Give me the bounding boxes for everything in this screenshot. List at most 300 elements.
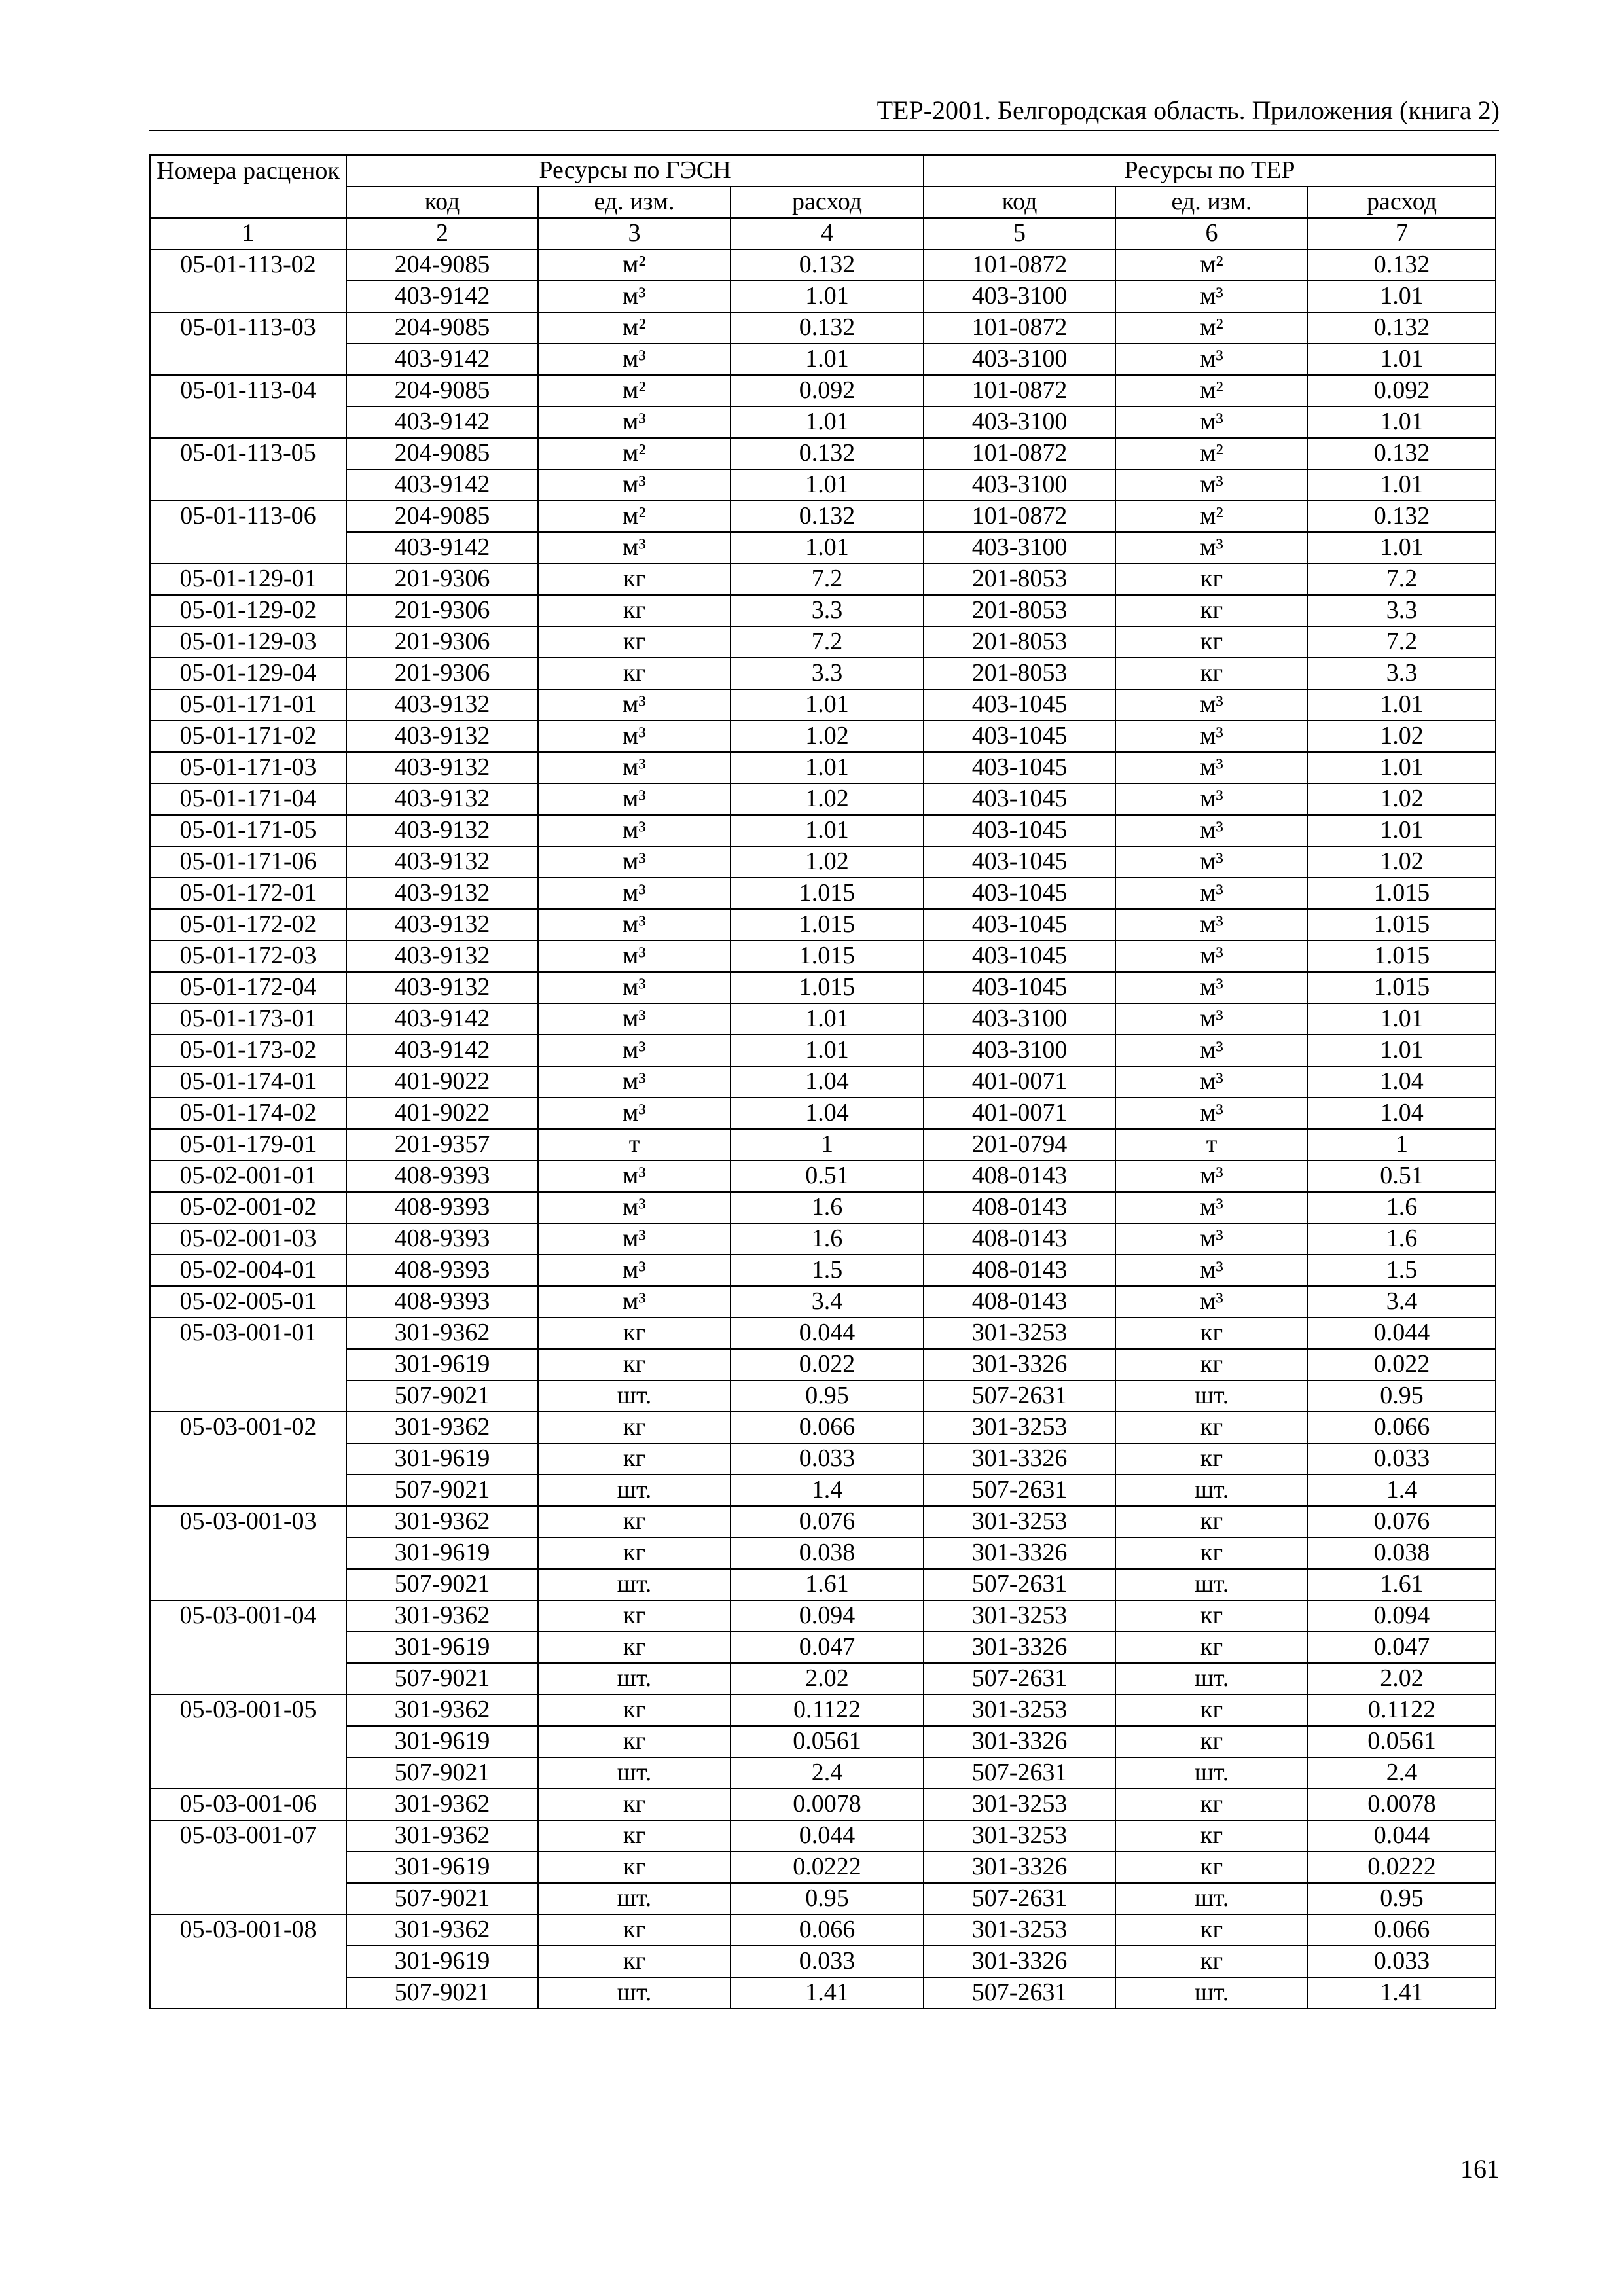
ter-code-cell: 301-3253: [924, 1789, 1115, 1820]
table-row: [150, 1695, 1496, 1726]
ter-consumption-cell: 7.2: [1308, 626, 1496, 658]
ter-unit-cell: м³: [1115, 941, 1308, 972]
gesn-consumption-cell: 0.033: [731, 1443, 924, 1475]
gesn-consumption-cell: 0.066: [731, 1914, 924, 1946]
ter-unit-cell: кг: [1115, 1695, 1308, 1726]
gesn-unit-cell: шт.: [538, 1757, 731, 1789]
gesn-consumption-cell: 1.61: [731, 1569, 924, 1600]
rate-number-cell: 05-01-172-01: [150, 878, 346, 909]
rate-number-cell: 05-01-113-03: [150, 312, 346, 375]
rate-number-cell: 05-01-113-04: [150, 375, 346, 438]
ter-unit-cell: кг: [1115, 564, 1308, 595]
ter-unit-cell: м²: [1115, 312, 1308, 344]
gesn-unit-cell: кг: [538, 658, 731, 689]
table-row: [150, 1192, 1496, 1223]
table-body: [150, 155, 1496, 2009]
gesn-unit-cell: кг: [538, 1318, 731, 1349]
ter-unit-cell: кг: [1115, 1600, 1308, 1632]
ter-code-cell: 408-0143: [924, 1160, 1115, 1192]
gesn-code-cell: 408-9393: [346, 1286, 538, 1318]
ter-consumption-cell: 0.094: [1308, 1600, 1496, 1632]
table-row: [150, 909, 1496, 941]
gesn-unit-cell: м³: [538, 281, 731, 312]
ter-consumption-cell: 1.04: [1308, 1098, 1496, 1129]
gesn-unit-cell: кг: [538, 1695, 731, 1726]
gesn-unit-cell: кг: [538, 1412, 731, 1443]
gesn-consumption-cell: 1.015: [731, 972, 924, 1003]
ter-unit-cell: кг: [1115, 658, 1308, 689]
gesn-code-cell: 204-9085: [346, 312, 538, 344]
gesn-unit-cell: м²: [538, 375, 731, 406]
rate-number-cell: 05-01-171-06: [150, 846, 346, 878]
header-row-sub: [150, 187, 1496, 218]
gesn-consumption-cell: 1.5: [731, 1255, 924, 1286]
ter-code-cell: 301-3253: [924, 1820, 1115, 1852]
ter-consumption-cell: 0.038: [1308, 1537, 1496, 1569]
gesn-code-cell: 403-9132: [346, 721, 538, 752]
ter-unit-cell: кг: [1115, 1506, 1308, 1537]
ter-unit-cell: шт.: [1115, 1883, 1308, 1914]
gesn-consumption-cell: 0.076: [731, 1506, 924, 1537]
ter-consumption-cell: 3.3: [1308, 658, 1496, 689]
gesn-consumption-cell: 0.132: [731, 501, 924, 532]
ter-code-cell: 403-3100: [924, 469, 1115, 501]
ter-unit-cell: шт.: [1115, 1757, 1308, 1789]
ter-code-cell: 507-2631: [924, 1475, 1115, 1506]
gesn-unit-cell: кг: [538, 1726, 731, 1757]
ter-code-cell: 301-3253: [924, 1506, 1115, 1537]
gesn-code-cell: 301-9619: [346, 1349, 538, 1380]
gesn-consumption-cell: 3.4: [731, 1286, 924, 1318]
gesn-consumption-cell: 1.01: [731, 532, 924, 564]
gesn-code-cell: 403-9142: [346, 469, 538, 501]
table-row: [150, 1820, 1496, 1852]
gesn-consumption-cell: 1.015: [731, 878, 924, 909]
gesn-unit-cell: м³: [538, 1160, 731, 1192]
gesn-consumption-cell: 0.094: [731, 1600, 924, 1632]
gesn-consumption-cell: 1.02: [731, 721, 924, 752]
table-row: [150, 312, 1496, 344]
ter-consumption-cell: 1.01: [1308, 532, 1496, 564]
table-row: [150, 941, 1496, 972]
header-gesn-resources: Ресурсы по ГЭСН: [346, 155, 924, 187]
ter-code-cell: 301-3326: [924, 1946, 1115, 1977]
rate-number-cell: 05-03-001-02: [150, 1412, 346, 1506]
ter-code-cell: 507-2631: [924, 1569, 1115, 1600]
gesn-unit-cell: кг: [538, 626, 731, 658]
gesn-consumption-cell: 0.0222: [731, 1852, 924, 1883]
rate-number-cell: 05-01-129-01: [150, 564, 346, 595]
gesn-code-cell: 301-9362: [346, 1820, 538, 1852]
ter-code-cell: 403-1045: [924, 721, 1115, 752]
table-row: [150, 1003, 1496, 1035]
ter-consumption-cell: 1.01: [1308, 469, 1496, 501]
ter-consumption-cell: 1.01: [1308, 1003, 1496, 1035]
ter-consumption-cell: 0.132: [1308, 501, 1496, 532]
gesn-unit-cell: кг: [538, 1443, 731, 1475]
ter-unit-cell: м³: [1115, 846, 1308, 878]
gesn-consumption-cell: 1.6: [731, 1223, 924, 1255]
ter-code-cell: 408-0143: [924, 1223, 1115, 1255]
gesn-code-cell: 403-9132: [346, 815, 538, 846]
gesn-consumption-cell: 0.132: [731, 312, 924, 344]
ter-consumption-cell: 1.01: [1308, 1035, 1496, 1066]
ter-code-cell: 301-3326: [924, 1632, 1115, 1663]
ter-code-cell: 201-8053: [924, 564, 1115, 595]
table-row: [150, 1412, 1496, 1443]
table-row: [150, 1789, 1496, 1820]
ter-consumption-cell: 1.4: [1308, 1475, 1496, 1506]
gesn-unit-cell: м³: [538, 1192, 731, 1223]
ter-consumption-cell: 1.6: [1308, 1223, 1496, 1255]
ter-code-cell: 507-2631: [924, 1380, 1115, 1412]
ter-consumption-cell: 0.95: [1308, 1380, 1496, 1412]
gesn-code-cell: 301-9362: [346, 1695, 538, 1726]
gesn-consumption-cell: 1.41: [731, 1977, 924, 2009]
ter-consumption-cell: 1.01: [1308, 815, 1496, 846]
gesn-consumption-cell: 1.015: [731, 909, 924, 941]
gesn-unit-cell: м³: [538, 1255, 731, 1286]
rate-number-cell: 05-02-005-01: [150, 1286, 346, 1318]
gesn-code-cell: 403-9142: [346, 406, 538, 438]
gesn-unit-cell: м³: [538, 406, 731, 438]
ter-consumption-cell: 1.01: [1308, 344, 1496, 375]
ter-consumption-cell: 0.132: [1308, 312, 1496, 344]
ter-unit-cell: м³: [1115, 815, 1308, 846]
rate-number-cell: 05-03-001-05: [150, 1695, 346, 1789]
table-row: [150, 375, 1496, 406]
page-number: 161: [1460, 2154, 1500, 2183]
ter-consumption-cell: 0.1122: [1308, 1695, 1496, 1726]
table-row: [150, 626, 1496, 658]
table-row: [150, 1129, 1496, 1160]
ter-code-cell: 403-1045: [924, 941, 1115, 972]
gesn-code-cell: 403-9142: [346, 281, 538, 312]
gesn-consumption-cell: 1.01: [731, 1003, 924, 1035]
ter-code-cell: 403-1045: [924, 783, 1115, 815]
ter-code-cell: 507-2631: [924, 1757, 1115, 1789]
ter-unit-cell: кг: [1115, 1412, 1308, 1443]
ter-code-cell: 403-3100: [924, 281, 1115, 312]
rate-number-cell: 05-01-171-05: [150, 815, 346, 846]
ter-unit-cell: кг: [1115, 595, 1308, 626]
ter-code-cell: 101-0872: [924, 438, 1115, 469]
table-row: [150, 752, 1496, 783]
ter-code-cell: 301-3253: [924, 1412, 1115, 1443]
table-row: [150, 1098, 1496, 1129]
rate-number-cell: 05-03-001-06: [150, 1789, 346, 1820]
gesn-consumption-cell: 2.02: [731, 1663, 924, 1695]
gesn-code-cell: 403-9132: [346, 752, 538, 783]
ter-unit-cell: м²: [1115, 375, 1308, 406]
gesn-unit-cell: кг: [538, 564, 731, 595]
ter-unit-cell: т: [1115, 1129, 1308, 1160]
gesn-consumption-cell: 3.3: [731, 658, 924, 689]
gesn-unit-cell: м³: [538, 344, 731, 375]
rate-number-cell: 05-01-171-02: [150, 721, 346, 752]
gesn-code-cell: 403-9132: [346, 972, 538, 1003]
gesn-code-cell: 301-9619: [346, 1537, 538, 1569]
gesn-code-cell: 301-9619: [346, 1726, 538, 1757]
gesn-consumption-cell: 0.132: [731, 249, 924, 281]
ter-code-cell: 101-0872: [924, 501, 1115, 532]
ter-consumption-cell: 1.01: [1308, 406, 1496, 438]
gesn-consumption-cell: 0.044: [731, 1820, 924, 1852]
gesn-code-cell: 507-9021: [346, 1569, 538, 1600]
gesn-code-cell: 408-9393: [346, 1223, 538, 1255]
ter-consumption-cell: 2.4: [1308, 1757, 1496, 1789]
ter-consumption-cell: 0.044: [1308, 1318, 1496, 1349]
gesn-unit-cell: шт.: [538, 1569, 731, 1600]
table-row: [150, 1977, 1496, 2009]
ter-code-cell: 403-3100: [924, 1035, 1115, 1066]
gesn-unit-cell: м³: [538, 783, 731, 815]
rate-number-cell: 05-01-172-02: [150, 909, 346, 941]
gesn-unit-cell: кг: [538, 1349, 731, 1380]
gesn-unit-cell: шт.: [538, 1883, 731, 1914]
rate-number-cell: 05-01-174-01: [150, 1066, 346, 1098]
table-row: [150, 1726, 1496, 1757]
gesn-code-cell: 204-9085: [346, 249, 538, 281]
gesn-unit-cell: м³: [538, 689, 731, 721]
column-number: 7: [1308, 218, 1496, 249]
ter-consumption-cell: 2.02: [1308, 1663, 1496, 1695]
table-row: [150, 1946, 1496, 1977]
ter-consumption-cell: 0.047: [1308, 1632, 1496, 1663]
table-row: [150, 564, 1496, 595]
ter-consumption-cell: 1.01: [1308, 281, 1496, 312]
gesn-consumption-cell: 0.1122: [731, 1695, 924, 1726]
ter-unit-cell: м³: [1115, 1066, 1308, 1098]
ter-consumption-cell: 1.015: [1308, 941, 1496, 972]
ter-code-cell: 403-1045: [924, 752, 1115, 783]
ter-consumption-cell: 1.015: [1308, 909, 1496, 941]
ter-consumption-cell: 1.015: [1308, 972, 1496, 1003]
gesn-code-cell: 403-9142: [346, 1003, 538, 1035]
gesn-unit-cell: кг: [538, 1852, 731, 1883]
table-row: [150, 1852, 1496, 1883]
gesn-code-cell: 403-9132: [346, 878, 538, 909]
gesn-code-cell: 201-9306: [346, 564, 538, 595]
gesn-unit-cell: м³: [538, 972, 731, 1003]
ter-unit-cell: м³: [1115, 689, 1308, 721]
ter-code-cell: 403-1045: [924, 972, 1115, 1003]
gesn-code-cell: 401-9022: [346, 1066, 538, 1098]
table-row: [150, 344, 1496, 375]
header-rule: [149, 130, 1499, 131]
ter-code-cell: 403-3100: [924, 1003, 1115, 1035]
ter-consumption-cell: 0.066: [1308, 1914, 1496, 1946]
ter-consumption-cell: 1.02: [1308, 783, 1496, 815]
gesn-code-cell: 301-9619: [346, 1852, 538, 1883]
gesn-code-cell: 204-9085: [346, 438, 538, 469]
ter-consumption-cell: 3.4: [1308, 1286, 1496, 1318]
rate-number-cell: 05-01-113-05: [150, 438, 346, 501]
ter-consumption-cell: 0.51: [1308, 1160, 1496, 1192]
rate-number-cell: 05-01-172-04: [150, 972, 346, 1003]
ter-code-cell: 301-3253: [924, 1318, 1115, 1349]
table-row: [150, 1035, 1496, 1066]
ter-code-cell: 101-0872: [924, 312, 1115, 344]
gesn-code-cell: 204-9085: [346, 375, 538, 406]
gesn-unit-cell: кг: [538, 1600, 731, 1632]
gesn-consumption-cell: 0.51: [731, 1160, 924, 1192]
gesn-unit-cell: кг: [538, 1820, 731, 1852]
gesn-unit-cell: м³: [538, 1223, 731, 1255]
gesn-code-cell: 403-9142: [346, 1035, 538, 1066]
rate-number-cell: 05-01-172-03: [150, 941, 346, 972]
table-row: [150, 1066, 1496, 1098]
table-row: [150, 815, 1496, 846]
header-row-group: [150, 155, 1496, 187]
ter-consumption-cell: 0.076: [1308, 1506, 1496, 1537]
rate-number-cell: 05-01-171-01: [150, 689, 346, 721]
table-row: [150, 878, 1496, 909]
gesn-code-cell: 301-9362: [346, 1318, 538, 1349]
gesn-code-cell: 403-9132: [346, 941, 538, 972]
gesn-consumption-cell: 1.01: [731, 469, 924, 501]
ter-code-cell: 201-0794: [924, 1129, 1115, 1160]
gesn-code-cell: 507-9021: [346, 1475, 538, 1506]
ter-code-cell: 301-3326: [924, 1443, 1115, 1475]
gesn-unit-cell: шт.: [538, 1977, 731, 2009]
rate-number-cell: 05-02-001-01: [150, 1160, 346, 1192]
gesn-code-cell: 401-9022: [346, 1098, 538, 1129]
table-row: [150, 1632, 1496, 1663]
gesn-consumption-cell: 0.022: [731, 1349, 924, 1380]
table-row: [150, 972, 1496, 1003]
gesn-code-cell: 403-9142: [346, 532, 538, 564]
gesn-code-cell: 403-9142: [346, 344, 538, 375]
ter-unit-cell: м³: [1115, 1192, 1308, 1223]
ter-consumption-cell: 0.0561: [1308, 1726, 1496, 1757]
ter-code-cell: 301-3326: [924, 1852, 1115, 1883]
ter-unit-cell: м²: [1115, 438, 1308, 469]
gesn-code-cell: 201-9306: [346, 595, 538, 626]
ter-code-cell: 507-2631: [924, 1883, 1115, 1914]
ter-code-cell: 301-3253: [924, 1600, 1115, 1632]
ter-unit-cell: кг: [1115, 1537, 1308, 1569]
ter-unit-cell: шт.: [1115, 1380, 1308, 1412]
rate-number-cell: 05-01-171-03: [150, 752, 346, 783]
ter-unit-cell: м³: [1115, 406, 1308, 438]
gesn-unit-cell: т: [538, 1129, 731, 1160]
ter-unit-cell: шт.: [1115, 1475, 1308, 1506]
gesn-consumption-cell: 0.038: [731, 1537, 924, 1569]
gesn-unit-cell: м³: [538, 752, 731, 783]
table-row: [150, 532, 1496, 564]
gesn-unit-cell: м²: [538, 501, 731, 532]
ter-code-cell: 403-1045: [924, 689, 1115, 721]
rate-number-cell: 05-01-129-04: [150, 658, 346, 689]
ter-unit-cell: м³: [1115, 1160, 1308, 1192]
ter-code-cell: 101-0872: [924, 375, 1115, 406]
ter-unit-cell: кг: [1115, 1914, 1308, 1946]
ter-code-cell: 401-0071: [924, 1098, 1115, 1129]
gesn-consumption-cell: 7.2: [731, 626, 924, 658]
gesn-unit-cell: кг: [538, 1537, 731, 1569]
table-row: [150, 658, 1496, 689]
ter-code-cell: 403-1045: [924, 815, 1115, 846]
gesn-code-cell: 507-9021: [346, 1663, 538, 1695]
rate-number-cell: 05-01-173-01: [150, 1003, 346, 1035]
table-row: [150, 501, 1496, 532]
ter-unit-cell: м³: [1115, 281, 1308, 312]
gesn-consumption-cell: 3.3: [731, 595, 924, 626]
gesn-consumption-cell: 1.01: [731, 344, 924, 375]
rate-number-cell: 05-03-001-07: [150, 1820, 346, 1914]
gesn-consumption-cell: 1.01: [731, 815, 924, 846]
header-gesn-code: код: [346, 187, 538, 218]
table-row: [150, 469, 1496, 501]
ter-code-cell: 401-0071: [924, 1066, 1115, 1098]
ter-unit-cell: м³: [1115, 1223, 1308, 1255]
table-row: [150, 438, 1496, 469]
ter-unit-cell: м³: [1115, 1255, 1308, 1286]
gesn-unit-cell: кг: [538, 1506, 731, 1537]
gesn-code-cell: 201-9357: [346, 1129, 538, 1160]
gesn-unit-cell: м³: [538, 1098, 731, 1129]
gesn-consumption-cell: 1.04: [731, 1066, 924, 1098]
ter-unit-cell: м³: [1115, 1035, 1308, 1066]
ter-unit-cell: кг: [1115, 1852, 1308, 1883]
gesn-code-cell: 201-9306: [346, 626, 538, 658]
ter-code-cell: 301-3253: [924, 1914, 1115, 1946]
table-row: [150, 1349, 1496, 1380]
table-row: [150, 1160, 1496, 1192]
ter-consumption-cell: 1.04: [1308, 1066, 1496, 1098]
gesn-unit-cell: м³: [538, 469, 731, 501]
ter-unit-cell: м³: [1115, 532, 1308, 564]
ter-consumption-cell: 0.044: [1308, 1820, 1496, 1852]
ter-consumption-cell: 1.5: [1308, 1255, 1496, 1286]
table-row: [150, 281, 1496, 312]
rate-number-cell: 05-01-129-02: [150, 595, 346, 626]
ter-code-cell: 408-0143: [924, 1255, 1115, 1286]
ter-code-cell: 408-0143: [924, 1192, 1115, 1223]
gesn-consumption-cell: 2.4: [731, 1757, 924, 1789]
gesn-unit-cell: м³: [538, 1003, 731, 1035]
ter-consumption-cell: 0.092: [1308, 375, 1496, 406]
header-row-numbers: [150, 218, 1496, 249]
ter-unit-cell: кг: [1115, 1946, 1308, 1977]
ter-consumption-cell: 1.02: [1308, 721, 1496, 752]
ter-unit-cell: м²: [1115, 249, 1308, 281]
ter-consumption-cell: 0.033: [1308, 1443, 1496, 1475]
ter-unit-cell: м²: [1115, 501, 1308, 532]
gesn-unit-cell: шт.: [538, 1663, 731, 1695]
ter-unit-cell: м³: [1115, 972, 1308, 1003]
gesn-consumption-cell: 0.95: [731, 1380, 924, 1412]
table-row: [150, 1600, 1496, 1632]
ter-unit-cell: кг: [1115, 1349, 1308, 1380]
ter-consumption-cell: 0.132: [1308, 438, 1496, 469]
gesn-code-cell: 301-9362: [346, 1600, 538, 1632]
ter-unit-cell: кг: [1115, 1789, 1308, 1820]
column-number: 1: [150, 218, 346, 249]
gesn-unit-cell: кг: [538, 1914, 731, 1946]
gesn-unit-cell: м³: [538, 1035, 731, 1066]
ter-code-cell: 507-2631: [924, 1977, 1115, 2009]
ter-unit-cell: м³: [1115, 909, 1308, 941]
gesn-code-cell: 507-9021: [346, 1883, 538, 1914]
gesn-unit-cell: м³: [538, 878, 731, 909]
table-row: [150, 1663, 1496, 1695]
gesn-unit-cell: м²: [538, 312, 731, 344]
ter-code-cell: 201-8053: [924, 626, 1115, 658]
ter-unit-cell: м³: [1115, 1003, 1308, 1035]
table-row: [150, 1569, 1496, 1600]
